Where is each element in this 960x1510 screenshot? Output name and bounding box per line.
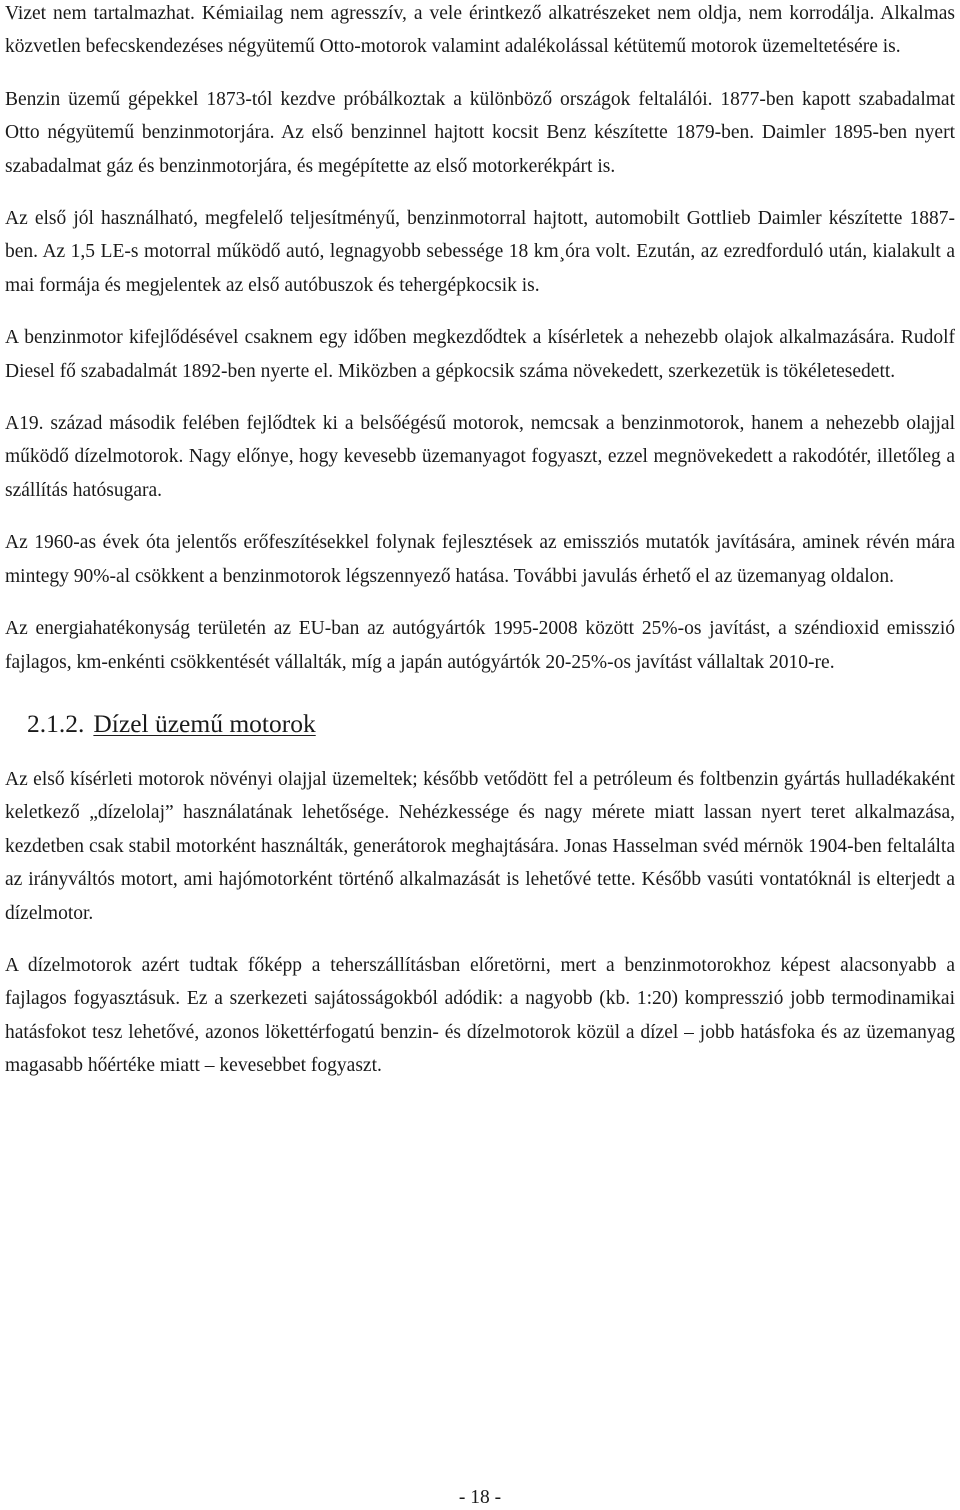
page-number: - 18 - xyxy=(458,1487,502,1508)
section-number: 2.1.2. xyxy=(27,708,85,738)
document-page xyxy=(5,0,955,1083)
paragraph-19th-century-engines: A19. század második felében fejlődtek ki a belsőégésű motorok, nemcsak a benzinmotorok, hanem a nehezebb olajjal működő dízelmotorok. Nagy előnye, hogy kevesebb üzemanyagot fogyaszt, ezzel megnövekedett a rakodótér, illetőleg a szállítás hatósugara. xyxy=(5,413,955,501)
paragraph-diesel-advantages: A dízelmotorok azért tudtak főképp a teherszállításban előretörni, mert a benzinmotorokhoz képest alacsonyabb a fajlagos fogyasztásuk. Ez a szerkezeti sajátosságokból adódik: a nagyobb (kb. 1:20) kompresszió jobb termodinamikai hatásfokot tesz lehetővé, azonos lökettérfogatú benzin- és dízelmotorok közül a dízel – jobb hatásfoka és az üzemanyag magasabb hőértéke miatt – kevesebbet fogyaszt. xyxy=(5,954,955,1077)
paragraph-daimler-automobile: Az első jól használható, megfelelő teljesítményű, benzinmotorral hajtott, automobilt Gottlieb Daimler készítette 1887-ben. Az 1,5 LE-s motorral működő autó, legnagyobb sebessége 18 km¸óra volt. Ezután, az ezredforduló után, kialakult a mai formája és megjelentek az első autóbuszok és tehergépkocsik is. xyxy=(5,208,955,296)
paragraph-emissions: Az 1960-as évek óta jelentős erőfeszítésekkel folynak fejlesztések az emissziós mutatók javítására, aminek révén mára mintegy 90%-al csökkent a benzinmotorok légszennyező hatása. További javulás érhető el az üzemanyag oldalon. xyxy=(5,532,955,587)
paragraph-fuel-properties: Vizet nem tartalmazhat. Kémiailag nem agresszív, a vele érintkező alkatrészeket nem oldja, nem korrodálja. Alkalmas közvetlen befecskendezéses négyütemű Otto-motorok valamint adalékolással kétütemű motorok üzemeltetésére is. xyxy=(5,3,955,58)
section-heading xyxy=(27,707,955,741)
paragraph-heavy-oils: A benzinmotor kifejlődésével csaknem egy időben megkezdődtek a kísérletek a nehezebb olajok alkalmazására. Rudolf Diesel fő szabadalmát 1892-ben nyerte el. Miközben a gépkocsik száma növekedett, szerkezetük is tökéletesedett. xyxy=(5,327,955,382)
paragraph-diesel-early: Az első kísérleti motorok növényi olajjal üzemeltek; később vetődött fel a petróleum és foltbenzin gyártás hulladékaként keletkező „dízelolaj” használatának lehetősége. Nehézkessége és nagy mérete miatt lassan nyert teret alkalmazása, kezdetben csak stabil motorként használták, generátorok meghajtására. Jonas Hasselman svéd mérnök 1904-ben feltalálta az irányváltós motort, ami hajómotorként történő alkalmazását is lehetővé tette. Később vasúti vontatóknál is elterjedt a dízelmotor. xyxy=(5,768,955,924)
section-title: Dízel üzemű motorok xyxy=(93,708,316,738)
paragraph-energy-efficiency: Az energiahatékonyság területén az EU-ban az autógyártók 1995-2008 között 25%-os javítást, a széndioxid emisszió fajlagos, km-enkénti csökkentését vállalták, míg a japán autógyártók 20-25%-os javítást vállaltak 2010-re. xyxy=(5,618,955,673)
paragraph-petrol-engine-history: Benzin üzemű gépekkel 1873-tól kezdve próbálkoztak a különböző országok feltalálói. 1877-ben kapott szabadalmat Otto négyütemű benzinmotorjára. Az első benzinnel hajtott kocsit Benz készítette 1879-ben. Daimler 1895-ben nyert szabadalmat gáz és benzinmotorjára, és megépítette az első motorkerékpárt is. xyxy=(5,88,955,177)
